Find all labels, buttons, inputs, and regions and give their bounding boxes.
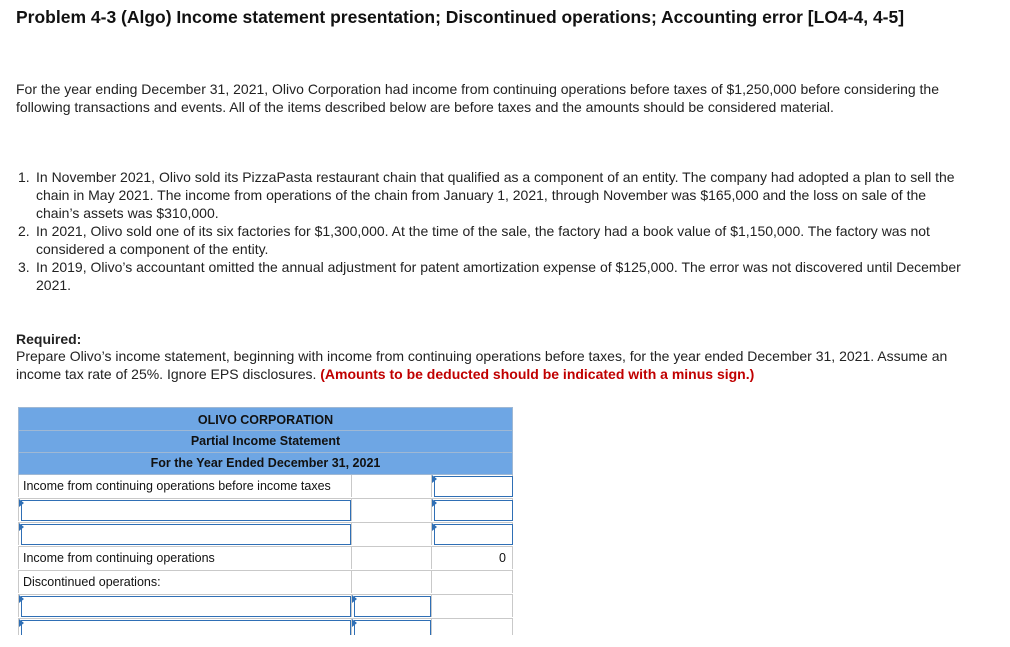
discontinued-label: Discontinued operations:	[23, 575, 161, 589]
dropdown-marker-icon	[432, 499, 437, 507]
dropdown-marker-icon	[19, 619, 24, 627]
required-label: Required:	[16, 331, 82, 347]
list-text: In 2021, Olivo sold one of its six factories for $1,300,000. At the time of the sale, the factory had a book value of $1,150,000. The factory was not considered a component of the entity.	[36, 223, 930, 257]
amount-cell	[351, 523, 431, 545]
discontinued-item-select[interactable]	[21, 620, 351, 635]
line-item-amount-input[interactable]	[434, 500, 513, 521]
income-continuing-label: Income from continuing operations	[23, 551, 215, 565]
list-item	[16, 222, 966, 258]
table-row	[18, 571, 513, 595]
list-item	[16, 258, 966, 294]
line-item-amount-input[interactable]	[434, 524, 513, 545]
total-cell	[431, 523, 513, 545]
list-item	[16, 168, 966, 222]
amount-cell	[351, 499, 431, 521]
amount-cell	[351, 475, 431, 497]
income-before-taxes-label: Income from continuing operations before income taxes	[23, 479, 331, 493]
amount-cell	[351, 547, 431, 569]
list-number: 1.	[18, 169, 30, 185]
income-before-taxes-input[interactable]	[434, 476, 513, 497]
table-row	[18, 547, 513, 571]
table-row	[18, 595, 513, 619]
dropdown-marker-icon	[352, 619, 357, 627]
required-instructions: Prepare Olivo’s income statement, beginning with income from continuing operations before taxes, for the year ended December 31, 2021. Assume an income tax rate of 25%. Ignore EPS disclosures.	[16, 348, 948, 382]
discontinued-amount-input[interactable]	[354, 620, 431, 635]
row-label-cell	[18, 547, 351, 569]
table-row	[18, 619, 513, 635]
table-row	[18, 475, 513, 499]
statement-company: OLIVO CORPORATION	[18, 407, 513, 430]
statement-name: Partial Income Statement	[18, 430, 513, 452]
dropdown-marker-icon	[19, 499, 24, 507]
row-label-cell	[18, 475, 351, 497]
total-cell	[431, 547, 513, 569]
income-continuing-value: 0	[499, 551, 506, 565]
statement-period: For the Year Ended December 31, 2021	[18, 452, 513, 475]
list-number: 2.	[18, 223, 30, 239]
table-row	[18, 523, 513, 547]
total-cell	[431, 499, 513, 521]
amount-cell	[351, 619, 431, 635]
intro-paragraph: For the year ending December 31, 2021, Olivo Corporation had income from continuing operations before taxes of $1,250,000 before considering the following transactions and events. All of the items described below are before taxes and the amounts should be considered material.	[16, 81, 940, 115]
discontinued-item-select[interactable]	[21, 596, 351, 617]
dropdown-marker-icon	[432, 523, 437, 531]
problem-title: Problem 4-3 (Algo) Income statement presentation; Discontinued operations; Accounting error [LO4-4, 4-5]	[16, 7, 905, 27]
line-item-select[interactable]	[21, 524, 351, 545]
line-item-select[interactable]	[21, 500, 351, 521]
row-label-cell	[18, 571, 351, 593]
total-cell	[431, 619, 513, 635]
amount-cell	[351, 571, 431, 593]
row-label-cell	[18, 619, 351, 635]
discontinued-amount-input[interactable]	[354, 596, 431, 617]
row-label-cell	[18, 523, 351, 545]
dropdown-marker-icon	[432, 475, 437, 483]
list-text: In 2019, Olivo’s accountant omitted the annual adjustment for patent amortization expense of $125,000. The error was not discovered until December 2021.	[36, 259, 961, 293]
income-statement-table	[18, 407, 513, 635]
table-row	[18, 499, 513, 523]
dropdown-marker-icon	[352, 595, 357, 603]
list-number: 3.	[18, 259, 30, 275]
list-text: In November 2021, Olivo sold its PizzaPasta restaurant chain that qualified as a component of an entity. The company had adopted a plan to sell the chain in May 2021. The income from operations of the chain from January 1, 2021, through November was $165,000 and the loss on sale of the chain’s assets was $310,000.	[36, 169, 955, 221]
row-label-cell	[18, 499, 351, 521]
total-cell	[431, 595, 513, 617]
dropdown-marker-icon	[19, 595, 24, 603]
required-note: (Amounts to be deducted should be indicated with a minus sign.)	[320, 366, 755, 382]
amount-cell	[351, 595, 431, 617]
required-text	[16, 347, 976, 383]
dropdown-marker-icon	[19, 523, 24, 531]
total-cell	[431, 571, 513, 593]
row-label-cell	[18, 595, 351, 617]
event-list	[16, 168, 966, 294]
total-cell	[431, 475, 513, 497]
